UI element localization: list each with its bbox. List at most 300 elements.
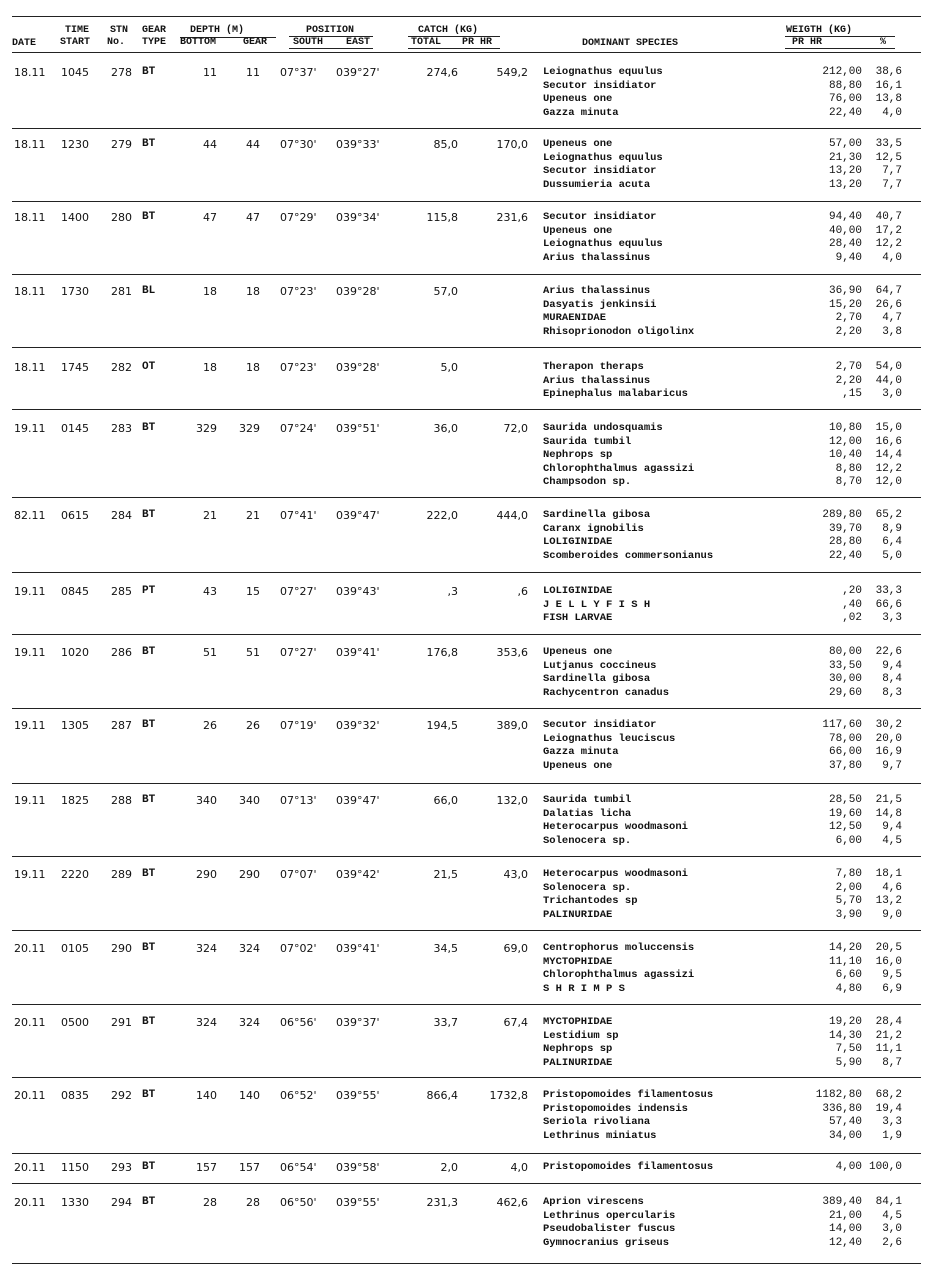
species-weight: 94,40: [828, 211, 862, 223]
cell-catch-total: 231,3: [426, 1196, 458, 1209]
cell-gear-type: BT: [142, 509, 156, 521]
cell-depth-gear: 11: [246, 66, 260, 79]
cell-date: 19.11: [14, 585, 46, 598]
species-weight: 88,80: [828, 79, 862, 92]
species-list: [543, 422, 694, 490]
species-percent: 26,6: [875, 298, 902, 311]
species-weight-list: [780, 1016, 862, 1070]
species-name: Scomberoides commersonianus: [543, 549, 714, 562]
cell-date: 18.11: [14, 138, 46, 151]
species-name: Arius thalassinus: [543, 285, 651, 297]
species-percent: 5,0: [882, 549, 902, 562]
weight-bottom-underline: [785, 48, 895, 49]
cell-depth-bottom: 28: [203, 1196, 217, 1209]
cell-position-east: 039°37': [336, 1016, 380, 1029]
cell-position-east: 039°32': [336, 719, 380, 732]
cell-position-east: 039°58': [336, 1161, 380, 1174]
species-percent-list: [862, 211, 902, 265]
species-percent: 12,2: [875, 462, 902, 475]
species-weight: 14,00: [828, 1223, 862, 1235]
species-weight: 29,60: [828, 686, 862, 699]
species-name: MURAENIDAE: [543, 312, 607, 324]
cell-catch-per-hour: 132,0: [496, 794, 528, 807]
header-position-south: SOUTH: [293, 37, 324, 48]
cell-catch-per-hour: 462,6: [496, 1196, 528, 1209]
cell-depth-bottom: 329: [196, 422, 217, 435]
cell-depth-bottom: 18: [203, 285, 217, 298]
cell-depth-bottom: 43: [203, 585, 217, 598]
species-percent: 33,3: [875, 585, 902, 597]
species-percent: 4,0: [882, 251, 902, 264]
species-percent-list: [862, 509, 902, 563]
header-catch-total: TOTAL: [411, 37, 442, 48]
cell-position-east: 039°41': [336, 942, 380, 955]
species-list: [543, 138, 663, 192]
species-weight: 7,80: [835, 868, 862, 880]
species-name: Leiognathus equulus: [543, 66, 663, 78]
row-divider: [12, 201, 921, 202]
species-weight: 5,90: [835, 1056, 862, 1069]
cell-catch-total: 57,0: [433, 285, 458, 298]
species-weight: 336,80: [822, 1102, 862, 1115]
species-percent: 13,2: [875, 895, 902, 907]
cell-position-east: 039°28': [336, 285, 380, 298]
species-weight: 14,30: [828, 1029, 862, 1042]
species-percent-list: [862, 1089, 902, 1143]
row-divider: [12, 1004, 921, 1005]
species-name: Dussumieria acuta: [543, 178, 651, 191]
species-name: Lutjanus coccineus: [543, 659, 657, 672]
header-gear-line1: GEAR: [142, 25, 167, 36]
cell-depth-bottom: 47: [203, 211, 217, 224]
species-percent: 15,0: [875, 422, 902, 434]
cell-depth-gear: 140: [239, 1089, 260, 1102]
cell-position-south: 07°19': [280, 719, 317, 732]
species-name: Pristopomoides filamentosus: [543, 1089, 714, 1101]
species-weight-list: [780, 868, 862, 922]
cell-date: 82.11: [14, 509, 46, 522]
cell-gear-type: BT: [142, 211, 156, 223]
species-weight: 7,50: [835, 1043, 862, 1055]
species-name: Leiognathus equulus: [543, 238, 663, 250]
species-name: Caranx ignobilis: [543, 522, 644, 535]
cell-catch-total: 34,5: [433, 942, 458, 955]
species-percent: 22,6: [875, 646, 902, 658]
cell-catch-per-hour: 444,0: [496, 509, 528, 522]
species-percent: 3,8: [882, 325, 902, 338]
species-name: Secutor insidiator: [543, 211, 657, 223]
species-name: Gazza minuta: [543, 746, 619, 758]
cell-depth-bottom: 18: [203, 361, 217, 374]
species-percent: 44,0: [875, 374, 902, 387]
species-percent: 28,4: [875, 1016, 902, 1028]
species-percent: 20,5: [875, 942, 902, 954]
species-name: Heterocarpus woodmasoni: [543, 868, 688, 880]
row-divider: [12, 572, 921, 573]
species-name: Upeneus one: [543, 646, 613, 658]
cell-depth-gear: 15: [246, 585, 260, 598]
species-percent: 16,1: [875, 79, 902, 92]
species-weight: 6,00: [835, 834, 862, 847]
species-percent: 18,1: [875, 868, 902, 880]
species-weight: ,20: [842, 585, 862, 597]
species-weight: 30,00: [828, 673, 862, 685]
cell-depth-gear: 51: [246, 646, 260, 659]
species-percent: 6,4: [882, 536, 902, 548]
cell-depth-bottom: 44: [203, 138, 217, 151]
species-weight: 39,70: [828, 522, 862, 535]
cell-date: 20.11: [14, 1196, 46, 1209]
catch-bottom-underline: [408, 48, 500, 49]
cell-time-start: 0845: [61, 585, 89, 598]
header-time-line1: TIME: [65, 25, 90, 36]
species-percent: 19,4: [875, 1102, 902, 1115]
cell-time-start: 0615: [61, 509, 89, 522]
species-weight-list: [780, 361, 862, 402]
header-position-east: EAST: [346, 37, 371, 48]
species-percent: 68,2: [875, 1089, 902, 1101]
species-percent: 7,7: [882, 178, 902, 191]
species-weight: 8,70: [835, 476, 862, 488]
species-percent-list: [862, 285, 902, 339]
row-divider: [12, 1153, 921, 1154]
species-weight: 37,80: [828, 759, 862, 772]
row-divider: [12, 128, 921, 129]
species-percent: 30,2: [875, 719, 902, 731]
cell-depth-gear: 340: [239, 794, 260, 807]
cell-station-number: 281: [111, 285, 132, 298]
species-weight: 11,10: [828, 955, 862, 968]
species-percent: 21,2: [875, 1029, 902, 1042]
species-percent-list: [862, 585, 902, 626]
species-percent: 21,5: [875, 794, 902, 806]
cell-time-start: 1305: [61, 719, 89, 732]
species-name: Heterocarpus woodmasoni: [543, 821, 688, 833]
cell-station-number: 279: [111, 138, 132, 151]
species-name: PALINURIDAE: [543, 908, 613, 921]
species-percent: 8,9: [882, 522, 902, 535]
cell-position-south: 07°27': [280, 646, 317, 659]
cell-depth-gear: 290: [239, 868, 260, 881]
species-percent: 11,1: [875, 1043, 902, 1055]
species-name: Dalatias licha: [543, 807, 632, 820]
species-weight-list: [780, 211, 862, 265]
species-weight-list: [780, 66, 862, 120]
species-weight: 4,00: [835, 1161, 862, 1173]
cell-time-start: 0145: [61, 422, 89, 435]
species-percent: 4,6: [882, 881, 902, 894]
species-percent-list: [862, 868, 902, 922]
cell-gear-type: BL: [142, 285, 156, 297]
cell-gear-type: BT: [142, 868, 156, 880]
species-weight: 2,20: [835, 325, 862, 338]
species-percent-list: [862, 361, 902, 402]
species-weight: ,40: [842, 598, 862, 611]
header-weight-per-hour: PR HR: [792, 37, 823, 48]
species-name: Pristopomoides indensis: [543, 1102, 688, 1115]
species-name: Pristopomoides filamentosus: [543, 1161, 714, 1173]
species-name: Lethrinus miniatus: [543, 1129, 657, 1142]
cell-time-start: 0500: [61, 1016, 89, 1029]
species-percent: 38,6: [875, 66, 902, 78]
species-list: [543, 66, 663, 120]
species-percent: 4,7: [882, 312, 902, 324]
cell-date: 18.11: [14, 285, 46, 298]
species-weight: 57,00: [828, 138, 862, 150]
cell-time-start: 1020: [61, 646, 89, 659]
cell-position-south: 07°13': [280, 794, 317, 807]
species-list: [543, 361, 688, 402]
cell-date: 19.11: [14, 646, 46, 659]
species-weight: 19,20: [828, 1016, 862, 1028]
species-name: Trichantodes sp: [543, 895, 638, 907]
cell-depth-bottom: 324: [196, 1016, 217, 1029]
cell-position-south: 07°30': [280, 138, 317, 151]
cell-catch-total: 222,0: [426, 509, 458, 522]
species-name: Secutor insidiator: [543, 79, 657, 92]
cell-catch-total: 36,0: [433, 422, 458, 435]
species-weight: 22,40: [828, 549, 862, 562]
cell-position-east: 039°55': [336, 1196, 380, 1209]
species-weight: 2,70: [835, 361, 862, 373]
species-weight: 12,40: [828, 1236, 862, 1249]
cell-catch-total: ,3: [447, 585, 458, 598]
cell-gear-type: PT: [142, 585, 156, 597]
cell-station-number: 283: [111, 422, 132, 435]
species-percent: 9,0: [882, 908, 902, 921]
species-name: LOLIGINIDAE: [543, 585, 613, 597]
species-weight: 5,70: [835, 895, 862, 907]
species-weight: 66,00: [828, 746, 862, 758]
species-name: Upeneus one: [543, 93, 613, 105]
cell-catch-per-hour: ,6: [517, 585, 528, 598]
cell-time-start: 2220: [61, 868, 89, 881]
species-name: Seriola rivoliana: [543, 1116, 651, 1128]
species-name: Dasyatis jenkinsii: [543, 298, 657, 311]
cell-depth-gear: 18: [246, 285, 260, 298]
species-name: Secutor insidiator: [543, 719, 657, 731]
row-divider: [12, 1077, 921, 1078]
cell-station-number: 293: [111, 1161, 132, 1174]
species-weight: 80,00: [828, 646, 862, 658]
cell-time-start: 0835: [61, 1089, 89, 1102]
species-list: [543, 1089, 713, 1143]
cell-position-east: 039°41': [336, 646, 380, 659]
cell-gear-type: BT: [142, 719, 156, 731]
species-list: [543, 1016, 619, 1070]
species-percent-list: [862, 1016, 902, 1070]
species-name: S H R I M P S: [543, 982, 625, 995]
cell-position-east: 039°34': [336, 211, 380, 224]
species-name: J E L L Y F I S H: [543, 598, 651, 611]
cell-catch-total: 274,6: [426, 66, 458, 79]
cell-position-east: 039°27': [336, 66, 380, 79]
cell-gear-type: BT: [142, 138, 156, 150]
species-percent: 16,6: [875, 435, 902, 448]
cell-station-number: 290: [111, 942, 132, 955]
species-name: Upeneus one: [543, 138, 613, 150]
cell-date: 19.11: [14, 868, 46, 881]
cell-date: 18.11: [14, 361, 46, 374]
cell-time-start: 1745: [61, 361, 89, 374]
species-percent: 3,0: [882, 388, 902, 400]
cell-date: 19.11: [14, 422, 46, 435]
species-weight-list: [780, 1161, 862, 1175]
species-weight: 2,00: [835, 881, 862, 894]
row-divider: [12, 347, 921, 348]
species-percent: 14,8: [875, 807, 902, 820]
species-weight: 36,90: [828, 285, 862, 297]
species-list: [543, 868, 688, 922]
species-name: Arius thalassinus: [543, 374, 651, 387]
species-name: Nephrops sp: [543, 449, 613, 461]
species-percent: 64,7: [875, 285, 902, 297]
cell-time-start: 1230: [61, 138, 89, 151]
species-name: Chlorophthalmus agassizi: [543, 969, 695, 981]
cell-catch-per-hour: 389,0: [496, 719, 528, 732]
species-percent-list: [862, 719, 902, 773]
species-weight-list: [780, 646, 862, 700]
species-percent-list: [862, 66, 902, 120]
cell-date: 20.11: [14, 942, 46, 955]
cell-time-start: 1045: [61, 66, 89, 79]
species-list: [543, 1196, 675, 1250]
species-percent: 40,7: [875, 211, 902, 223]
cell-catch-total: 5,0: [440, 361, 458, 374]
header-catch-per-hour: PR HR: [462, 37, 493, 48]
cell-time-start: 1150: [61, 1161, 89, 1174]
species-weight-list: [780, 719, 862, 773]
species-list: [543, 1161, 713, 1175]
cell-catch-total: 194,5: [426, 719, 458, 732]
species-percent: 8,3: [882, 686, 902, 699]
cell-depth-gear: 28: [246, 1196, 260, 1209]
species-weight-list: [780, 585, 862, 626]
species-weight: 3,90: [835, 908, 862, 921]
cell-catch-total: 2,0: [440, 1161, 458, 1174]
species-percent: 3,0: [882, 1223, 902, 1235]
species-name: Solenocera sp.: [543, 881, 632, 894]
species-percent: 1,9: [882, 1129, 902, 1142]
species-list: [543, 646, 669, 700]
species-weight: ,15: [842, 388, 862, 400]
species-weight: 8,80: [835, 462, 862, 475]
row-divider: [12, 930, 921, 931]
species-percent-list: [862, 942, 902, 996]
species-weight-list: [780, 422, 862, 490]
species-name: PALINURIDAE: [543, 1056, 613, 1069]
species-percent: 4,0: [882, 106, 902, 119]
header-depth-bottom: BOTTOM: [180, 37, 217, 48]
cell-depth-bottom: 26: [203, 719, 217, 732]
cell-date: 19.11: [14, 794, 46, 807]
row-divider: [12, 856, 921, 857]
species-list: [543, 585, 650, 626]
cell-depth-bottom: 340: [196, 794, 217, 807]
species-weight: 10,40: [828, 449, 862, 461]
species-weight: 28,80: [828, 536, 862, 548]
cell-station-number: 278: [111, 66, 132, 79]
cell-gear-type: BT: [142, 942, 156, 954]
species-weight-list: [780, 942, 862, 996]
species-percent: 12,2: [875, 238, 902, 250]
cell-catch-total: 33,7: [433, 1016, 458, 1029]
cell-date: 19.11: [14, 719, 46, 732]
species-name: Epinephalus malabaricus: [543, 388, 688, 400]
cell-catch-per-hour: 43,0: [503, 868, 528, 881]
cell-depth-gear: 157: [239, 1161, 260, 1174]
species-percent: 84,1: [875, 1196, 902, 1208]
row-divider: [12, 409, 921, 410]
cell-depth-gear: 44: [246, 138, 260, 151]
species-list: [543, 509, 713, 563]
species-name: Leiognathus leuciscus: [543, 732, 676, 745]
header-time-line2: START: [60, 37, 91, 48]
species-weight-list: [780, 794, 862, 848]
species-weight: 12,00: [828, 435, 862, 448]
cell-gear-type: BT: [142, 1196, 156, 1208]
species-list: [543, 285, 694, 339]
species-weight: 22,40: [828, 106, 862, 119]
cell-position-south: 06°50': [280, 1196, 317, 1209]
species-name: Lethrinus opercularis: [543, 1209, 676, 1222]
species-name: Upeneus one: [543, 224, 613, 237]
species-name: Upeneus one: [543, 759, 613, 772]
species-name: Sardinella gibosa: [543, 673, 651, 685]
cell-depth-gear: 21: [246, 509, 260, 522]
cell-station-number: 288: [111, 794, 132, 807]
species-weight: 28,50: [828, 794, 862, 806]
species-weight: 13,20: [828, 178, 862, 191]
species-weight: 33,50: [828, 659, 862, 672]
cell-date: 20.11: [14, 1161, 46, 1174]
header-weight-title: WEIGTH (KG): [786, 25, 853, 36]
species-percent: 3,3: [882, 1116, 902, 1128]
species-weight: 4,80: [835, 982, 862, 995]
cell-gear-type: OT: [142, 361, 156, 373]
cell-position-south: 07°24': [280, 422, 317, 435]
species-weight: 19,60: [828, 807, 862, 820]
cell-position-east: 039°51': [336, 422, 380, 435]
cell-time-start: 1730: [61, 285, 89, 298]
header-rule: [12, 52, 921, 53]
species-weight: 389,40: [822, 1196, 862, 1208]
cell-depth-bottom: 11: [203, 66, 217, 79]
species-weight: 1182,80: [815, 1089, 862, 1101]
row-divider: [12, 634, 921, 635]
cell-position-south: 07°27': [280, 585, 317, 598]
cell-catch-per-hour: 549,2: [496, 66, 528, 79]
cell-position-south: 07°29': [280, 211, 317, 224]
species-name: Pseudobalister fuscus: [543, 1223, 676, 1235]
species-weight: 212,00: [822, 66, 862, 78]
species-weight: 117,60: [822, 719, 862, 731]
species-name: Sardinella gibosa: [543, 509, 651, 521]
cell-station-number: 280: [111, 211, 132, 224]
species-percent-list: [862, 422, 902, 490]
species-weight: 9,40: [835, 251, 862, 264]
species-percent: 66,6: [875, 598, 902, 611]
cell-catch-total: 176,8: [426, 646, 458, 659]
species-percent-list: [862, 1196, 902, 1250]
species-name: Lestidium sp: [543, 1029, 619, 1042]
species-weight: 14,20: [828, 942, 862, 954]
cell-gear-type: BT: [142, 794, 156, 806]
cell-station-number: 282: [111, 361, 132, 374]
cell-station-number: 287: [111, 719, 132, 732]
species-weight: 289,80: [822, 509, 862, 521]
bottom-rule: [12, 1263, 921, 1264]
